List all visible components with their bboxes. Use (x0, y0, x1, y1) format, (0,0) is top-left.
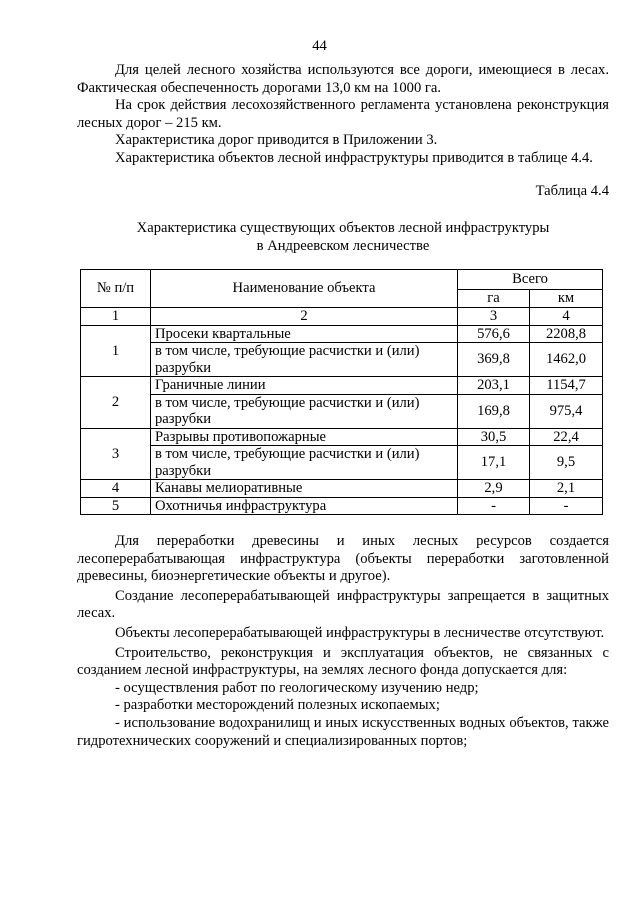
row-num: 5 (81, 497, 151, 515)
paragraph: Для переработки древесины и иных лесных ресурсов создается лесоперерабатывающая инфраструктура (объекты переработки заготовленной древесины, биоэнергетические объекты и другое). (77, 533, 609, 585)
paragraph: Характеристика объектов лесной инфраструктуры приводится в таблице 4.4. (115, 149, 593, 166)
row-ha: - (458, 497, 530, 515)
column-number: 2 (151, 308, 458, 326)
row-ha: 2,9 (458, 480, 530, 498)
row-num: 1 (81, 325, 151, 377)
row-ha: 203,1 (458, 377, 530, 395)
infrastructure-table (80, 269, 603, 515)
row-km: 9,5 (530, 446, 603, 480)
paragraph: Объекты лесоперерабатывающей инфраструктуры в лесничестве отсутствуют. (115, 624, 605, 641)
table-title-line: в Андреевском лесничестве (256, 237, 430, 254)
row-name: Просеки квартальные (151, 325, 458, 343)
paragraph: На срок действия лесохозяйственного регламента установлена реконструкция лесных дорог – 215 км. (77, 97, 609, 131)
table-row (81, 343, 603, 377)
column-number-row (81, 308, 603, 326)
row-name: в том числе, требующие расчистки и (или) разрубки (151, 343, 458, 377)
column-number: 4 (530, 308, 603, 326)
row-ha: 576,6 (458, 325, 530, 343)
header-name: Наименование объекта (151, 270, 458, 308)
table-row (81, 325, 603, 343)
table-label: Таблица 4.4 (535, 183, 609, 199)
header-total: Всего (458, 270, 603, 290)
row-km: 1462,0 (530, 343, 603, 377)
row-name: Разрывы противопожарные (151, 428, 458, 446)
table-row (81, 446, 603, 480)
row-name: в том числе, требующие расчистки и (или) разрубки (151, 446, 458, 480)
row-ha: 17,1 (458, 446, 530, 480)
table-title (77, 220, 609, 255)
row-km: 22,4 (530, 428, 603, 446)
table-row (81, 394, 603, 428)
row-km: 975,4 (530, 394, 603, 428)
row-km: 1154,7 (530, 377, 603, 395)
row-name: в том числе, требующие расчистки и (или) разрубки (151, 394, 458, 428)
header-num: № п/п (81, 270, 151, 308)
row-ha: 369,8 (458, 343, 530, 377)
paragraph: Создание лесоперерабатывающей инфраструктуры запрещается в защитных лесах. (77, 587, 609, 622)
row-num: 4 (81, 480, 151, 498)
row-name: Канавы мелиоративные (151, 480, 458, 498)
list-item: - использование водохранилищ и иных искусственных водных объектов, также гидротехнических сооружений и специализированных портов; (77, 714, 609, 749)
table-row (81, 497, 603, 515)
intro-text (77, 62, 609, 168)
page-number: 44 (312, 38, 327, 54)
list-item: - осуществления работ по геологическому изучению недр; (115, 679, 479, 696)
row-ha: 30,5 (458, 428, 530, 446)
row-num: 2 (81, 377, 151, 429)
header-km: км (530, 290, 603, 308)
row-num: 3 (81, 428, 151, 480)
row-km: - (530, 497, 603, 515)
table-row (81, 428, 603, 446)
column-number: 3 (458, 308, 530, 326)
paragraph: Для целей лесного хозяйства используются все дороги, имеющиеся в лесах. Фактическая обеспеченность дорогами 13,0 км на 1000 га. (77, 62, 609, 96)
row-ha: 169,8 (458, 394, 530, 428)
body-text (77, 533, 609, 750)
table-title-line: Характеристика существующих объектов лесной инфраструктуры (136, 220, 550, 236)
paragraph: Характеристика дорог приводится в Приложении 3. (115, 132, 438, 149)
header-ha: га (458, 290, 530, 308)
row-name: Охотничья инфраструктура (151, 497, 458, 515)
column-number: 1 (81, 308, 151, 326)
row-km: 2,1 (530, 480, 603, 498)
paragraph: Строительство, реконструкция и эксплуатация объектов, не связанных с созданием лесной инфраструктуры, на землях лесного фонда допускается для: (77, 644, 609, 679)
table-row (81, 480, 603, 498)
table-row (81, 377, 603, 395)
row-name: Граничные линии (151, 377, 458, 395)
list-item: - разработки месторождений полезных ископаемых; (115, 697, 440, 714)
row-km: 2208,8 (530, 325, 603, 343)
